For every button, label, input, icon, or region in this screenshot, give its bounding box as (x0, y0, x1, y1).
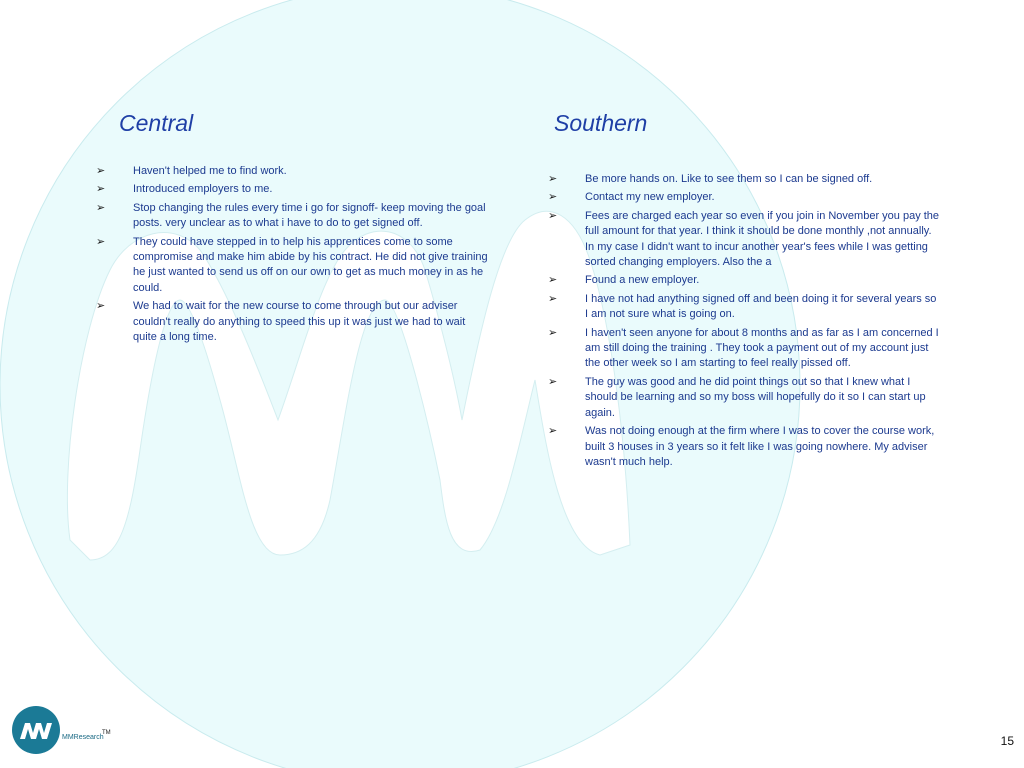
list-item-text: Stop changing the rules every time i go for signoff- keep moving the goal posts. very unclear as to what i have to do to get signed off. (133, 201, 486, 230)
arrow-bullet-icon: ➢ (96, 235, 106, 248)
list-item (548, 172, 940, 187)
central-bullet-list (96, 164, 488, 348)
arrow-bullet-icon: ➢ (548, 292, 558, 305)
list-item (548, 209, 940, 271)
southern-heading: Southern (554, 110, 648, 136)
arrow-bullet-icon: ➢ (96, 201, 106, 214)
list-item-text: Be more hands on. Like to see them so I can be signed off. (585, 173, 873, 185)
arrow-bullet-icon: ➢ (548, 173, 558, 185)
list-item-text: I have not had anything signed off and been doing it for several years so I am not sure what is going on. (585, 292, 937, 321)
mm-logo-mark (12, 706, 60, 754)
list-item-text: Contact my new employer. (585, 191, 715, 204)
list-item (96, 182, 488, 197)
list-item (96, 164, 488, 179)
arrow-bullet-icon: ➢ (548, 209, 558, 222)
logo-trademark: TM (102, 730, 111, 736)
arrow-bullet-icon: ➢ (548, 425, 558, 438)
arrow-bullet-icon: ➢ (548, 274, 558, 287)
arrow-bullet-icon: ➢ (548, 326, 558, 339)
central-heading: Central (119, 110, 194, 136)
page-number: 15 (1000, 734, 1014, 748)
list-item-text: I haven't seen anyone for about 8 months and as far as I am concerned I am still doing the training . They took a payment out of my account just the other week so I am starting to feel really pissed off. (585, 326, 939, 370)
list-item-text: Fees are charged each year so even if you join in November you pay the full amount for that year. I think it should be done monthly ,not annually. In my case I didn't want to incur another year's fees while I was getting sorted changing employers. Also the a (585, 209, 940, 269)
list-item (548, 273, 940, 288)
list-item (548, 375, 940, 421)
list-item (548, 326, 940, 372)
list-item (96, 299, 488, 345)
arrow-bullet-icon: ➢ (96, 183, 106, 196)
arrow-bullet-icon: ➢ (96, 300, 106, 313)
list-item-text: We had to wait for the new course to come through but our adviser couldn't really do anything to speed this up it was just we had to wait quite a long time. (133, 300, 466, 344)
arrow-bullet-icon: ➢ (548, 375, 558, 388)
arrow-bullet-icon: ➢ (96, 165, 106, 177)
list-item-text: The guy was good and he did point things out so that I knew what I should be learning and so my boss will hopefully do it so I can start up again. (585, 375, 926, 419)
list-item-text: They could have stepped in to help his apprentices come to some compromise and make him abide by his contract. He did not give training he just wanted to send us off on our own to get as much money in as he could. (133, 235, 488, 294)
list-item (96, 201, 488, 232)
list-item-text: Was not doing enough at the firm where I was to cover the course work, built 3 houses in 3 years so it felt like I was going nowhere. My adviser wasn't much help. (585, 425, 935, 468)
logo-wordmark: MMResearch (62, 734, 104, 741)
list-item (548, 190, 940, 205)
arrow-bullet-icon: ➢ (548, 191, 558, 204)
list-item (96, 235, 488, 297)
list-item (548, 292, 940, 323)
mm-logo-icon (12, 706, 60, 754)
mm-research-logo (12, 706, 112, 756)
southern-bullet-list (548, 172, 940, 473)
list-item-text: Introduced employers to me. (133, 183, 273, 196)
list-item (548, 424, 940, 470)
list-item-text: Found a new employer. (585, 274, 700, 287)
list-item-text: Haven't helped me to find work. (133, 165, 287, 177)
